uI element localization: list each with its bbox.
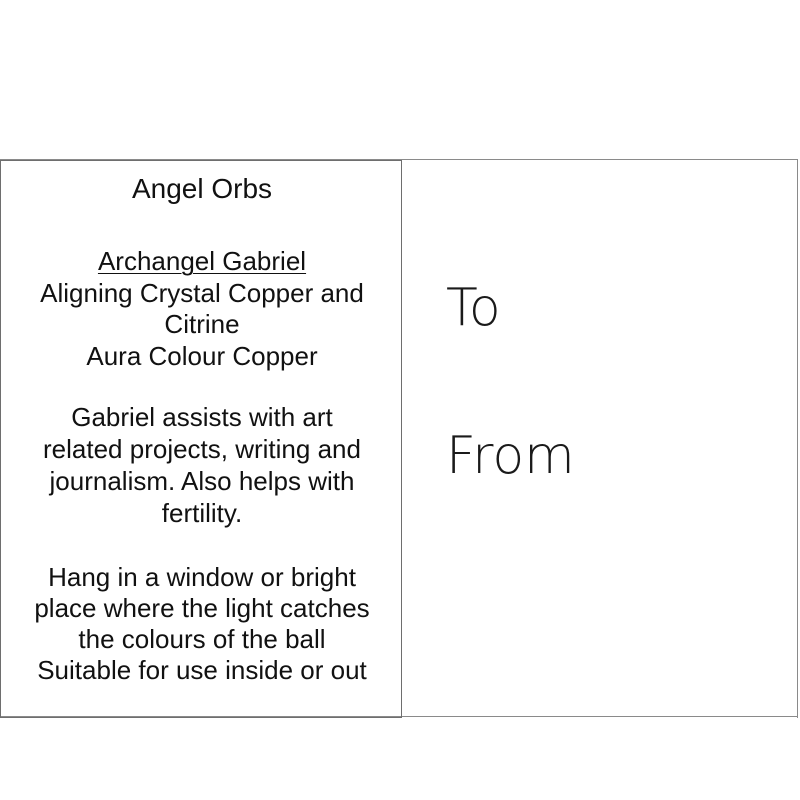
instructions-line-1: Hang in a window or bright: [48, 562, 356, 592]
description-line-2: related projects, writing and: [43, 434, 361, 464]
to-label: To: [446, 278, 501, 338]
angel-name: Archangel Gabriel: [97, 246, 307, 276]
crystal-line-1: Aligning Crystal Copper and: [40, 278, 364, 308]
aura-colour: Aura Colour Copper: [86, 341, 318, 371]
description-line-4: fertility.: [161, 498, 243, 528]
description-line-1: Gabriel assists with art: [71, 402, 333, 432]
gift-tag-card: [0, 159, 798, 717]
address-panel: [402, 160, 798, 718]
description-line-3: journalism. Also helps with: [49, 466, 355, 496]
from-label: From: [446, 426, 575, 486]
instructions-line-4: Suitable for use inside or out: [37, 655, 367, 685]
instructions-line-3: the colours of the ball: [78, 624, 326, 654]
crystal-line-2: Citrine: [164, 309, 240, 339]
product-title: Angel Orbs: [131, 173, 273, 204]
instructions-line-2: place where the light catches: [34, 593, 370, 623]
info-panel: [0, 160, 402, 718]
